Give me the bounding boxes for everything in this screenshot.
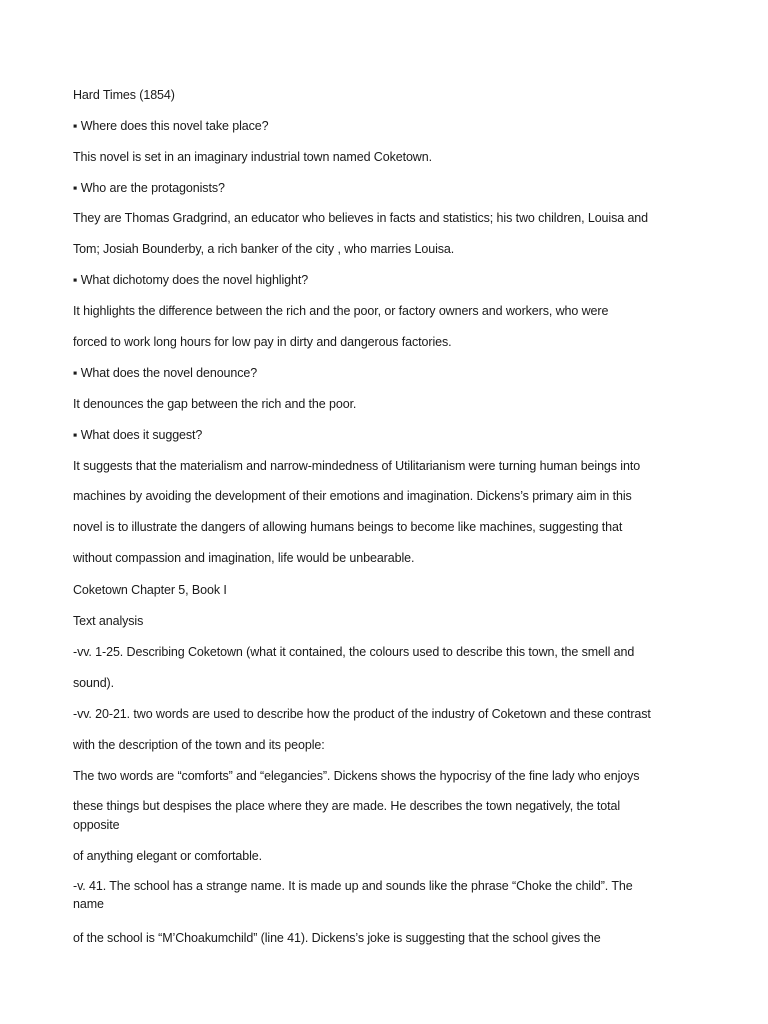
answer-line: Tom; Josiah Bounderby, a rich banker of the city , who marries Louisa.	[73, 242, 455, 256]
analysis-line: with the description of the town and its people:	[73, 738, 325, 752]
document-title: Hard Times (1854)	[73, 88, 175, 102]
question-suggest: ▪ What does it suggest?	[73, 428, 203, 442]
analysis-line: -vv. 1-25. Describing Coketown (what it contained, the colours used to describe this town, the smell and	[73, 645, 635, 659]
section-heading: Coketown Chapter 5, Book I	[73, 583, 227, 597]
analysis-line: -v. 41. The school has a strange name. It is made up and sounds like the phrase “Choke the child”. The	[73, 879, 633, 893]
answer-line: without compassion and imagination, life would be unbearable.	[73, 551, 415, 565]
analysis-line: name	[73, 897, 104, 911]
question-dichotomy: ▪ What dichotomy does the novel highlight?	[73, 273, 309, 287]
answer-line: forced to work long hours for low pay in dirty and dangerous factories.	[73, 335, 452, 349]
analysis-line: -vv. 20-21. two words are used to describe how the product of the industry of Coketown and these contrast	[73, 707, 651, 721]
question-setting: ▪ Where does this novel take place?	[73, 119, 269, 133]
analysis-line: opposite	[73, 818, 120, 832]
answer-line: It highlights the difference between the rich and the poor, or factory owners and workers, who were	[73, 304, 609, 318]
analysis-line: these things but despises the place where they are made. He describes the town negatively, the total	[73, 799, 621, 813]
subsection-heading: Text analysis	[73, 614, 144, 628]
answer-line: They are Thomas Gradgrind, an educator who believes in facts and statistics; his two children, Louisa and	[73, 211, 648, 225]
analysis-line: of the school is “M’Choakumchild” (line 41). Dickens’s joke is suggesting that the school gives the	[73, 931, 601, 945]
analysis-line: of anything elegant or comfortable.	[73, 849, 262, 863]
question-protagonists: ▪ Who are the protagonists?	[73, 181, 225, 195]
answer-line: It suggests that the materialism and narrow-mindedness of Utilitarianism were turning human beings into	[73, 459, 641, 473]
answer-line: It denounces the gap between the rich and the poor.	[73, 397, 357, 411]
answer-line: novel is to illustrate the dangers of allowing humans beings to become like machines, suggesting that	[73, 520, 623, 534]
answer-line: machines by avoiding the development of their emotions and imagination. Dickens’s primary aim in this	[73, 489, 632, 503]
analysis-line: sound).	[73, 676, 114, 690]
analysis-line: The two words are “comforts” and “elegancies”. Dickens shows the hypocrisy of the fine lady who enjoys	[73, 769, 640, 783]
answer-line: This novel is set in an imaginary industrial town named Coketown.	[73, 150, 432, 164]
question-denounce: ▪ What does the novel denounce?	[73, 366, 258, 380]
